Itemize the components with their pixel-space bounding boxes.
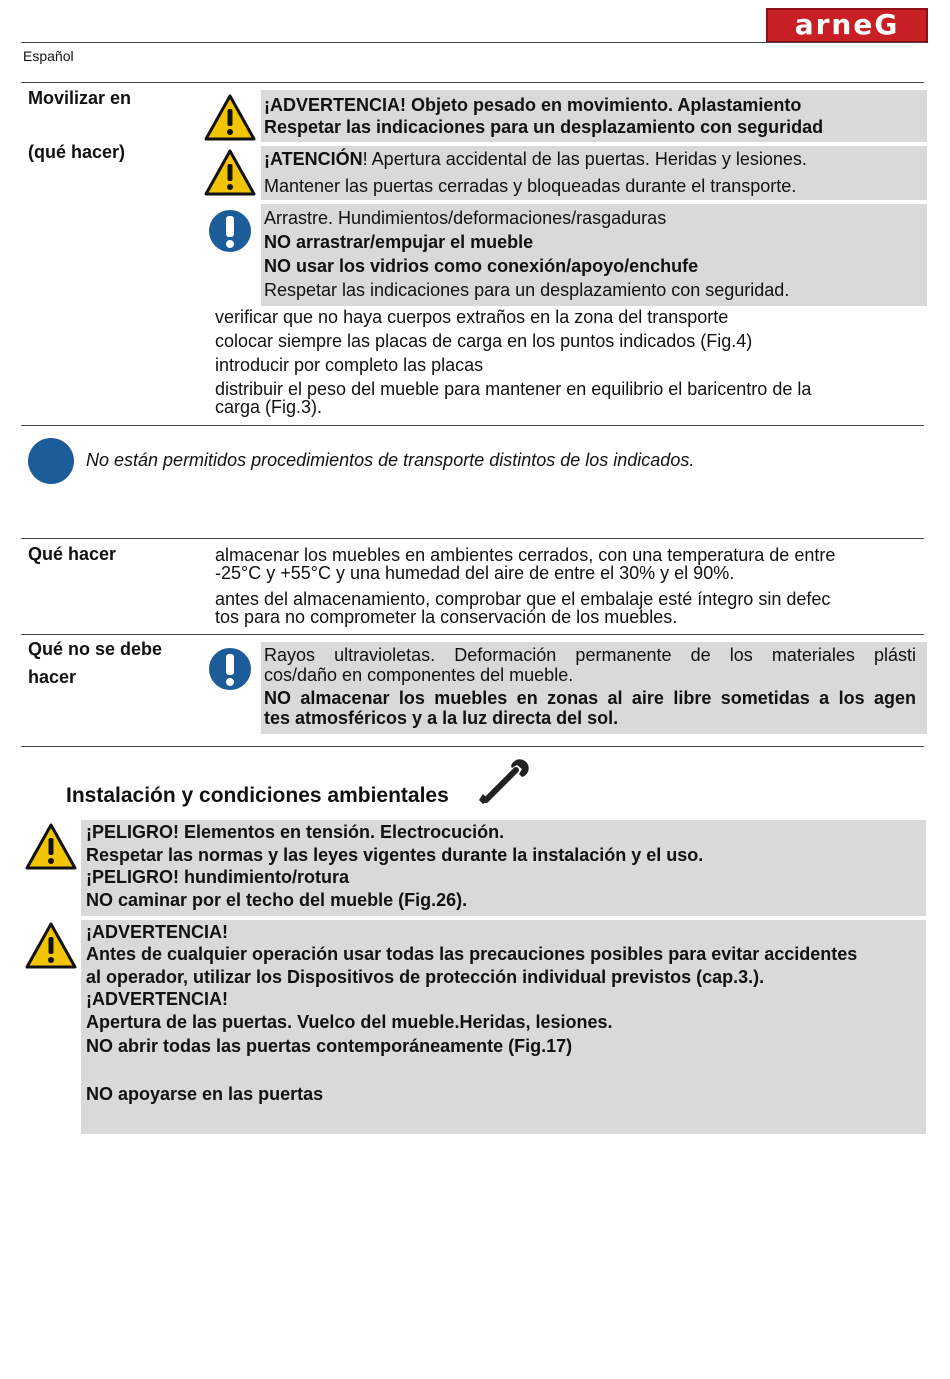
warning-1-line-2: Respetar las indicaciones para un desplazamiento con seguridad [264, 117, 824, 137]
installation-warning-line: Apertura de las puertas. Vuelco del mueble.Heridas, lesiones. [86, 1012, 613, 1032]
transport-label-2: (qué hacer) [28, 142, 126, 162]
mandatory-line-3: NO usar los vidrios como conexión/apoyo/enchufe [264, 256, 699, 276]
section-rule [21, 82, 924, 83]
mandatory-line-2: NO arrastrar/empujar el mueble [264, 232, 534, 252]
transport-step-1: verificar que no haya cuerpos extraños en la zona del transporte [215, 307, 729, 327]
storage-dont-label-2: hacer [28, 667, 77, 687]
transport-step-4a: distribuir el peso del mueble para mantener en equilibrio el baricentro de la [215, 379, 812, 399]
storage-dont-label-1: Qué no se debe [28, 639, 163, 659]
warning-2-line-1 [264, 147, 807, 171]
info-circle-icon [27, 437, 75, 485]
mandatory-exclamation-icon [206, 645, 254, 693]
section-rule [21, 425, 924, 426]
storage-do-label: Qué hacer [28, 544, 117, 564]
mandatory-exclamation-icon [206, 207, 254, 255]
language-label: Español [23, 48, 74, 64]
danger-line: ¡PELIGRO! hundimiento/rotura [86, 867, 349, 887]
wrench-icon [478, 756, 532, 808]
warning-triangle-icon [24, 921, 78, 971]
arneg-logo: arneG [766, 8, 928, 43]
transport-step-4b: carga (Fig.3). [215, 397, 323, 417]
storage-dont-1b: cos/daño en componentes del mueble. [264, 665, 574, 685]
header-rule [21, 42, 926, 43]
mandatory-line-4: Respetar las indicaciones para un desplazamiento con seguridad. [264, 280, 790, 300]
transport-label-1: Movilizar en [28, 88, 132, 108]
transport-step-3: introducir por completo las placas [215, 355, 484, 375]
warning-2-bold: ¡ATENCIÓN [264, 149, 363, 169]
installation-warning-line: NO apoyarse en las puertas [86, 1084, 324, 1104]
warning-triangle-icon [203, 93, 257, 143]
danger-line: NO caminar por el techo del mueble (Fig.26). [86, 890, 468, 910]
note-text: No están permitidos procedimientos de transporte distintos de los indicados. [86, 450, 695, 470]
installation-title: Instalación y condiciones ambientales [66, 784, 449, 807]
storage-do-1b: -25°C y +55°C y una humedad del aire de entre el 30% y el 90%. [215, 563, 735, 583]
storage-dont-1a: Rayos ultravioletas. Deformación permanente de los materiales plásti [264, 645, 916, 665]
danger-line: ¡PELIGRO! Elementos en tensión. Electrocución. [86, 822, 505, 842]
section-rule [21, 634, 924, 635]
installation-warning-line: al operador, utilizar los Dispositivos de protección individual previstos (cap.3.). [86, 967, 765, 987]
section-rule [21, 746, 924, 747]
storage-dont-2a: NO almacenar los muebles en zonas al aire libre sometidas a los agen [264, 688, 916, 708]
installation-warning-line: ¡ADVERTENCIA! [86, 922, 228, 942]
transport-step-2: colocar siempre las placas de carga en los puntos indicados (Fig.4) [215, 331, 753, 351]
installation-warning-line: ¡ADVERTENCIA! [86, 989, 228, 1009]
section-rule [21, 538, 924, 539]
storage-dont-2b: tes atmosféricos y a la luz directa del sol. [264, 708, 619, 728]
storage-do-2a: antes del almacenamiento, comprobar que el embalaje esté íntegro sin defec [215, 589, 831, 609]
storage-do-2b: tos para no comprometer la conservación de los muebles. [215, 607, 678, 627]
storage-do-1a: almacenar los muebles en ambientes cerrados, con una temperatura de entre [215, 545, 836, 565]
warning-2-rest: ! Apertura accidental de las puertas. Heridas y lesiones. [362, 149, 807, 169]
warning-2-line-2: Mantener las puertas cerradas y bloqueadas durante el transporte. [264, 176, 797, 196]
warning-1-line-1: ¡ADVERTENCIA! Objeto pesado en movimiento. Aplastamiento [264, 95, 802, 115]
mandatory-line-1: Arrastre. Hundimientos/deformaciones/rasgaduras [264, 208, 667, 228]
installation-warning-line: Antes de cualquier operación usar todas las precauciones posibles para evitar accidentes [86, 944, 858, 964]
danger-line: Respetar las normas y las leyes vigentes durante la instalación y el uso. [86, 845, 704, 865]
warning-triangle-icon [24, 822, 78, 872]
installation-warning-line: NO abrir todas las puertas contemporáneamente (Fig.17) [86, 1036, 573, 1056]
warning-triangle-icon [203, 148, 257, 198]
